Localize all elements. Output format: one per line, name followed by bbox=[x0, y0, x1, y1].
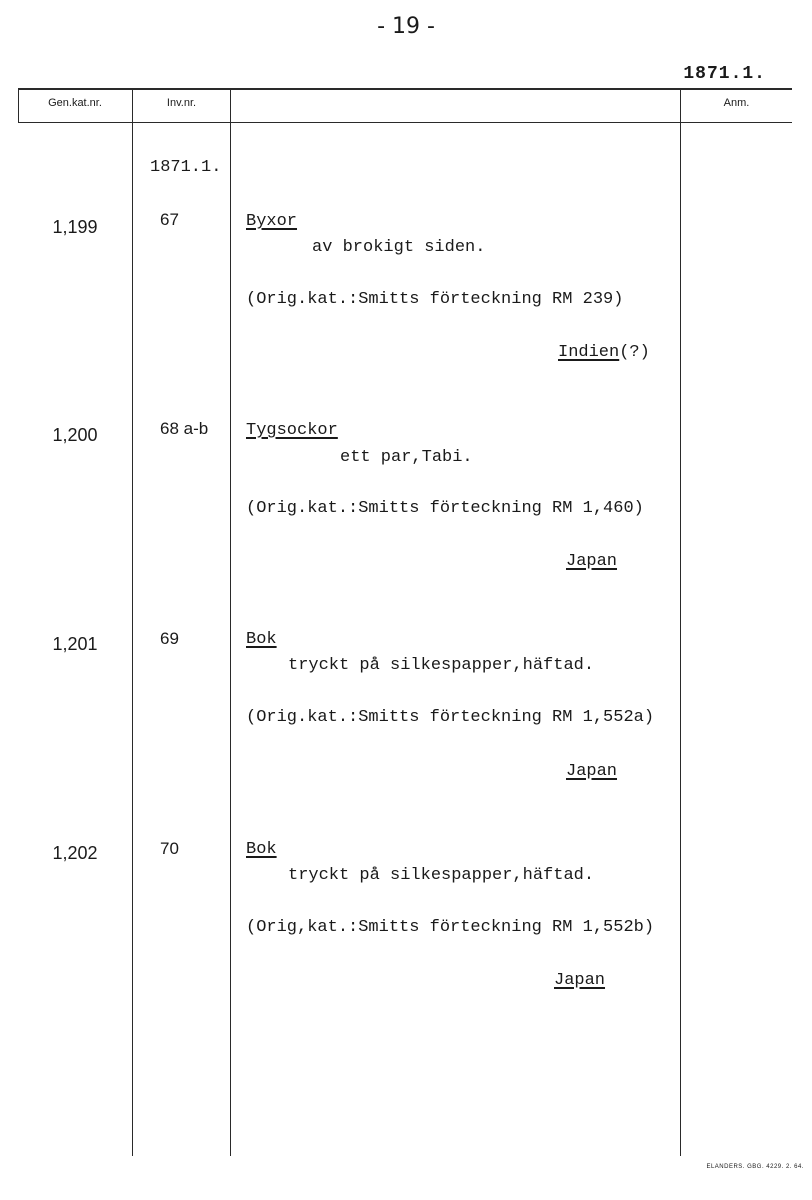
header-top-rule bbox=[18, 88, 792, 90]
group-heading: 1871.1. bbox=[150, 158, 222, 177]
entry-inv-nr: 67 bbox=[160, 210, 179, 229]
entry-gen-kat-nr: 1,201 bbox=[52, 634, 98, 654]
entry-origin: Indien(?) bbox=[558, 343, 650, 362]
entry-origin: Japan bbox=[566, 552, 618, 571]
printer-imprint: ELANDERS. GBG. 4229. 2. 64. bbox=[706, 1164, 804, 1170]
page-reference: 1871.1. bbox=[683, 64, 766, 84]
entry-description: av brokigt siden. bbox=[312, 238, 486, 257]
page-number: - 19 - bbox=[377, 14, 435, 39]
entry-description: tryckt på silkespapper,häftad. bbox=[288, 866, 595, 885]
header-inv-nr: Inv.nr. bbox=[166, 97, 197, 109]
entry-reference: (Orig.kat.:Smitts förteckning RM 1,460) bbox=[246, 499, 644, 518]
entry-origin: Japan bbox=[566, 762, 618, 781]
entry-gen-kat-nr: 1,199 bbox=[52, 217, 98, 237]
entry-origin: Japan bbox=[554, 971, 606, 990]
entry-gen-kat-nr: 1,200 bbox=[52, 425, 98, 445]
entry-gen-kat-nr: 1,202 bbox=[52, 843, 98, 863]
entry-inv-nr: 70 bbox=[160, 839, 179, 858]
entry-inv-nr: 68 a-b bbox=[160, 419, 209, 438]
entry-title: Bok bbox=[246, 840, 277, 859]
column-rule-3 bbox=[680, 88, 681, 1156]
entry-reference: (Orig.kat.:Smitts förteckning RM 239) bbox=[246, 290, 624, 309]
entry-title: Byxor bbox=[246, 212, 298, 231]
entry-reference: (Orig.kat.:Smitts förteckning RM 1,552a) bbox=[246, 708, 655, 727]
entry-inv-nr: 69 bbox=[160, 629, 179, 648]
entry-description: ett par,Tabi. bbox=[340, 448, 473, 467]
entry-title: Bok bbox=[246, 630, 277, 649]
header-gen-kat-nr: Gen.kat.nr. bbox=[48, 97, 102, 109]
column-rule-2 bbox=[230, 88, 231, 1156]
column-rule-1 bbox=[132, 88, 133, 1156]
entry-description: tryckt på silkespapper,häftad. bbox=[288, 656, 595, 675]
entry-reference: (Orig,kat.:Smitts förteckning RM 1,552b) bbox=[246, 918, 655, 937]
header-anm: Anm. bbox=[723, 97, 750, 109]
header-bottom-rule bbox=[18, 122, 792, 123]
entry-title: Tygsockor bbox=[246, 421, 338, 440]
